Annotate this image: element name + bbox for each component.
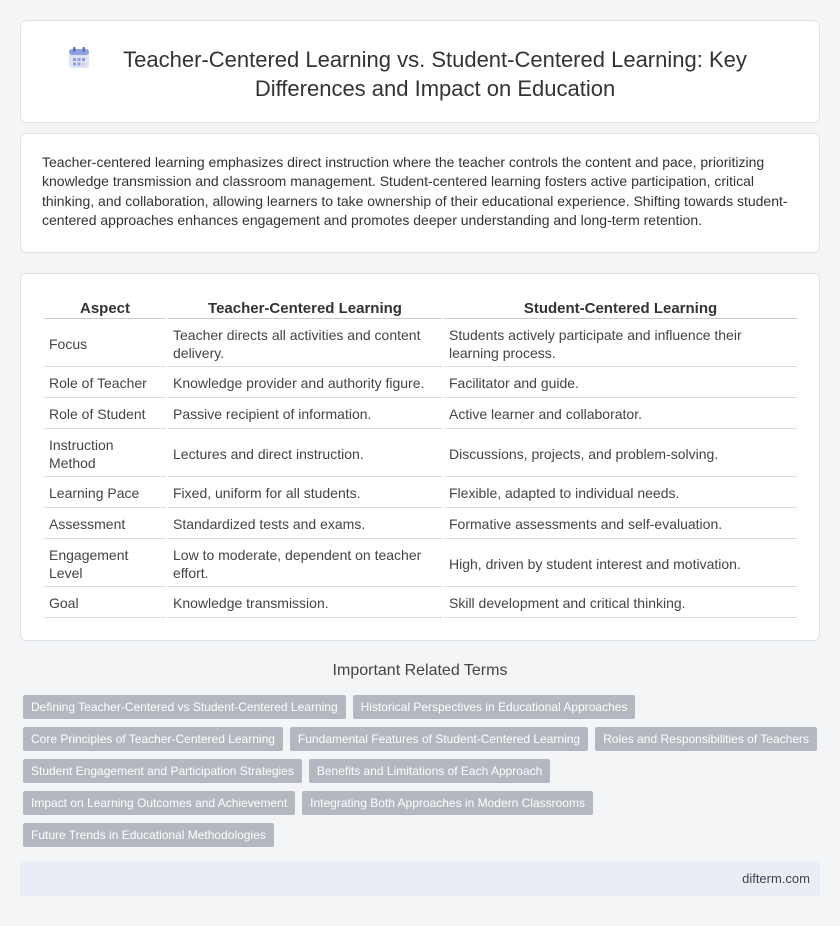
table-cell-student: Skill development and critical thinking.	[444, 589, 797, 618]
table-cell-teacher: Teacher directs all activities and content delivery.	[168, 321, 442, 367]
table-cell-teacher: Low to moderate, dependent on teacher effort.	[168, 541, 442, 587]
table-cell-aspect: Role of Student	[44, 400, 166, 429]
related-term-tag[interactable]: Roles and Responsibilities of Teachers	[595, 727, 817, 751]
header-aspect: Aspect	[44, 298, 166, 319]
table-row	[44, 541, 797, 587]
related-term-tag[interactable]: Benefits and Limitations of Each Approach	[309, 759, 550, 783]
table-cell-aspect: Engagement Level	[44, 541, 166, 587]
table-cell-aspect: Instruction Method	[44, 431, 166, 477]
table-row	[44, 431, 797, 477]
table-cell-student: High, driven by student interest and motivation.	[444, 541, 797, 587]
table-cell-teacher: Passive recipient of information.	[168, 400, 442, 429]
table-cell-aspect: Assessment	[44, 510, 166, 539]
related-term-tag[interactable]: Fundamental Features of Student-Centered Learning	[290, 727, 588, 751]
table-cell-teacher: Fixed, uniform for all students.	[168, 479, 442, 508]
related-term-tag[interactable]: Historical Perspectives in Educational Approaches	[353, 695, 636, 719]
table-header-row	[44, 298, 797, 319]
table-row	[44, 400, 797, 429]
comparison-table-card	[20, 273, 820, 641]
table-cell-aspect: Goal	[44, 589, 166, 618]
related-terms-title: Important Related Terms	[332, 662, 508, 679]
page-title: Teacher-Centered Learning vs. Student-Centered Learning: Key Differences and Impact on Education	[123, 47, 747, 101]
table-row	[44, 510, 797, 539]
table-row	[44, 589, 797, 618]
table-cell-teacher: Knowledge provider and authority figure.	[168, 369, 442, 398]
table-cell-teacher: Standardized tests and exams.	[168, 510, 442, 539]
footer	[20, 862, 820, 896]
related-term-tag[interactable]: Core Principles of Teacher-Centered Learning	[23, 727, 283, 751]
table-cell-student: Facilitator and guide.	[444, 369, 797, 398]
related-term-tag[interactable]: Impact on Learning Outcomes and Achievement	[23, 791, 295, 815]
footer-site-link[interactable]: difterm.com	[742, 871, 810, 886]
table-cell-student: Flexible, adapted to individual needs.	[444, 479, 797, 508]
table-row	[44, 321, 797, 367]
table-cell-teacher: Knowledge transmission.	[168, 589, 442, 618]
intro-card	[20, 133, 820, 253]
table-cell-aspect: Learning Pace	[44, 479, 166, 508]
header-student-centered: Student-Centered Learning	[444, 298, 797, 319]
table-cell-student: Students actively participate and influence their learning process.	[444, 321, 797, 367]
header-teacher-centered: Teacher-Centered Learning	[168, 298, 442, 319]
related-term-tag[interactable]: Student Engagement and Participation Strategies	[23, 759, 302, 783]
related-term-tag[interactable]: Future Trends in Educational Methodologies	[23, 823, 274, 847]
table-cell-teacher: Lectures and direct instruction.	[168, 431, 442, 477]
related-term-tag[interactable]: Defining Teacher-Centered vs Student-Centered Learning	[23, 695, 346, 719]
table-cell-aspect: Focus	[44, 321, 166, 367]
table-cell-student: Formative assessments and self-evaluation.	[444, 510, 797, 539]
intro-text: Teacher-centered learning emphasizes direct instruction where the teacher controls the content and pace, prioritizing knowledge transmission and classroom management. Student-centered learning fosters active participation, critical thinking, and collaboration, allowing learners to take ownership of their educational experience. Shifting towards student-centered approaches enhances engagement and promotes deeper understanding and long-term retention.	[42, 154, 788, 228]
table-cell-student: Discussions, projects, and problem-solving.	[444, 431, 797, 477]
table-row	[44, 479, 797, 508]
related-terms-tags	[23, 695, 823, 855]
title-card	[20, 20, 820, 123]
table-cell-aspect: Role of Teacher	[44, 369, 166, 398]
table-cell-student: Active learner and collaborator.	[444, 400, 797, 429]
related-term-tag[interactable]: Integrating Both Approaches in Modern Classrooms	[302, 791, 593, 815]
table-row	[44, 369, 797, 398]
comparison-table	[42, 296, 799, 620]
